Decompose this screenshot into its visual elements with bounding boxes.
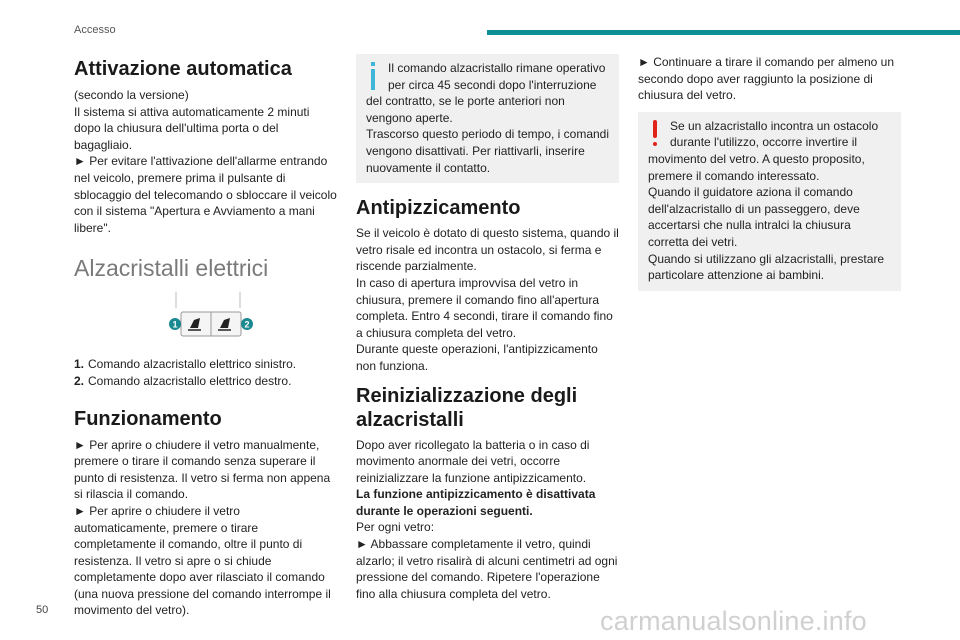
column-middle (356, 54, 619, 602)
header-accent-bar (487, 30, 960, 35)
list-item: 1. Comando alzacristallo elettrico sinistro. (74, 357, 297, 372)
page-number: 50 (36, 604, 49, 616)
section-label: Accesso (74, 24, 116, 36)
info-icon (366, 62, 380, 92)
paragraph-avoid-alarm: ► Per evitare l'attivazione dell'allarme entrando nel veicolo, premere prima il pulsante di sblocaggio del telecomando o sbloccare il veicolo con il sistema "Apertura e Avviamento a mani libere". (74, 154, 337, 235)
warning-text-2: Quando il guidatore aziona il comando dell'alzacristallo di un passeggero, deve accertarsi che nulla intralci la chiusura corretta dei vetri. (648, 185, 860, 249)
window-switch-diagram (168, 290, 288, 354)
watermark: carmanualsonline.info (600, 606, 867, 636)
heading-alzacristalli-elettrici: Alzacristalli elettrici (74, 255, 269, 282)
paragraph-auto-activation: Il sistema si attiva automaticamente 2 minuti dopo la chiusura dell'ultima porta o del bagagliaio. (74, 104, 310, 152)
paragraph-automatic-operation: ► Per aprire o chiudere il vetro automaticamente, premere o tirare completamente il comando, oltre il punto di resistenza. Il vetro si apre o si chiude completamente dopo aver rilasciato il comando (una nuova pressione del comando interrompe il movimento del vetro). (74, 503, 331, 618)
warning-icon (648, 120, 662, 150)
paragraph-reinit-steps: ► Abbassare completamente il vetro, quindi alzarlo; il vetro risalirà di alcuni centimetri ad ogni pressione del comando. Ripetere l'operazione fino alla chiusura completa del vetro. (356, 537, 618, 601)
heading-attivazione-automatica: Attivazione automatica (74, 58, 292, 80)
info-text-2: Trascorso questo periodo di tempo, i comandi vengono disattivati. Per riattivarli, inserire nuovamente il contatto. (366, 127, 610, 175)
paragraph-continue-pull: ► Continuare a tirare il comando per almeno un secondo dopo aver raggiunto la posizione di chiusura del vetro. (638, 55, 895, 103)
column-right (638, 54, 901, 291)
paragraph-reinit-bold: La funzione antipizzicamento è disattivata durante le operazioni seguenti. (356, 487, 596, 518)
heading-antipizzicamento: Antipizzicamento (356, 197, 521, 220)
paragraph-antipinch-2: In caso di apertura improvvisa del vetro in chiusura, premere il comando fino all'apertura completa. Entro 4 secondi, tirare il comando fino a chiusura completa del vetro. (356, 275, 613, 340)
column-left (74, 54, 337, 619)
heading-reinizializzazione: Reinizializzazione degli alzacristalli (356, 384, 578, 431)
paragraph-manual-operation: ► Per aprire o chiudere il vetro manualmente, premere o tirare il comando senza superare il punto di resistenza. Il vetro si ferma non appena si rilascia il comando. (74, 437, 331, 502)
paragraph-reinit-each: Per ogni vetro: (356, 520, 435, 535)
paragraph-version-note: (secondo la versione) (74, 88, 189, 102)
paragraph-antipinch-1: Se il veicolo è dotato di questo sistema, quando il vetro risale ed incontra un ostacolo, si ferma e riscende parzialmente. (356, 226, 619, 274)
callout-2: 2 (244, 319, 250, 330)
warning-text-3: Quando si utilizzano gli alzacristalli, prestare particolare attenzione ai bambini. (648, 251, 885, 283)
controls-list (74, 356, 337, 389)
paragraph-reinit-1: Dopo aver ricollegato la batteria o in caso di movimento anormale dei vetri, occorre reinizializzare la funzione antipizzicamento. (356, 437, 590, 485)
heading-funzionamento: Funzionamento (74, 407, 222, 430)
info-box (356, 54, 619, 183)
warning-text-1: Se un alzacristallo incontra un ostacolo durante l'utilizzo, occorre invertire il movimento del vetro. A questo proposito, premere il comando interessato. (648, 118, 879, 183)
warning-box (638, 112, 901, 291)
paragraph-antipinch-3: Durante queste operazioni, l'antipizzicamento non funziona. (356, 342, 598, 373)
callout-1: 1 (172, 319, 178, 330)
list-item: 2. Comando alzacristallo elettrico destro. (74, 373, 292, 388)
info-text-1: Il comando alzacristallo rimane operativo per circa 45 secondi dopo l'interruzione del contratto, se le porte anteriori non vengono aperte. (366, 61, 606, 125)
